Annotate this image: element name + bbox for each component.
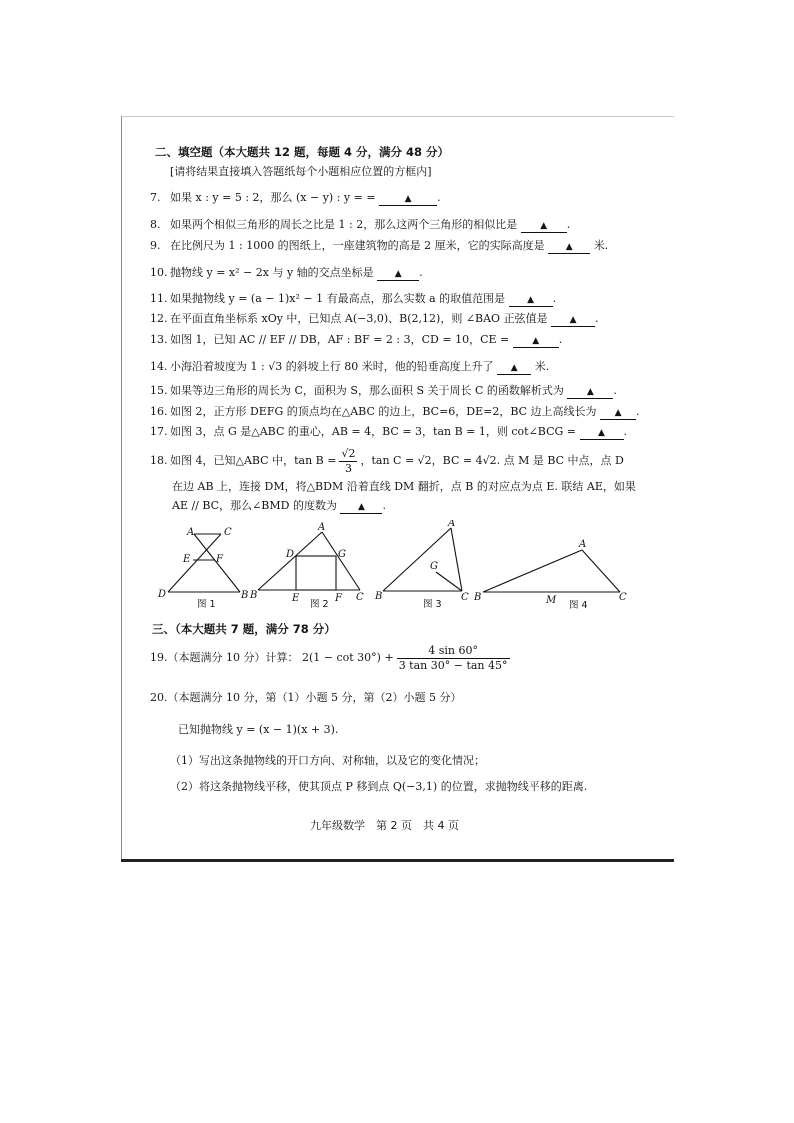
- fig3-label-B: B: [375, 591, 383, 602]
- fig1-label-C: C: [224, 527, 232, 538]
- question-15: 15. 如果等边三角形的周长为 C，面积为 S，那么面积 S 关于周长 C 的函数解析式为 ▲ .: [150, 384, 617, 397]
- fig1-label-B: B: [241, 590, 249, 601]
- section3-heading: 三、（本大题共 7 题，满分 78 分）: [152, 622, 336, 636]
- question-16: 16. 如图 2，正方形 DEFG 的顶点均在△ABC 的边上，BC=6，DE=2，BC 边上高线长为 ▲ .: [150, 405, 640, 418]
- bottom-rule: [121, 859, 674, 862]
- fig1-caption: 图 1: [197, 599, 216, 610]
- fig2-caption: 图 2: [310, 599, 329, 610]
- fig1-label-D: D: [158, 589, 167, 600]
- question-7: 7. 如果 x : y = 5 : 2，那么 (x − y) : y = = ▲ .: [150, 191, 441, 204]
- fig2-label-F: F: [335, 593, 342, 604]
- question-19: 19.（本题满分 10 分）计算： 2(1 − cot 30°) + $\frac{4 \sin 60^\circ}{3 \tan 30^\circ - \tan 45^\circ}$: [150, 643, 508, 672]
- q19-fraction: $\frac{4 \sin 60^\circ}{3 \tan 30^\circ - \tan 45^\circ}$: [398, 643, 508, 672]
- fig4-label-M: M: [546, 595, 557, 606]
- answer-blank: ▲: [509, 294, 553, 307]
- answer-blank: ▲: [567, 386, 613, 399]
- fig4-label-A: A: [579, 539, 587, 550]
- answer-blank: ▲: [340, 501, 382, 514]
- figure-1-drawing: [168, 534, 240, 592]
- question-14: 14. 小海沿着坡度为 1 : √3 的斜坡上行 80 米时，他的铅垂高度上升了 ▲ 米.: [150, 360, 550, 373]
- question-18: 18. 如图 4，已知△ABC 中，tan B = $\frac{√2}{3}$ ，tan C = √2，BC = 4√2. 点 M 是 BC 中点，点 D: [150, 446, 624, 475]
- question-20-label: 20.（本题满分 10 分，第（1）小题 5 分，第（2）小题 5 分）: [150, 691, 462, 704]
- fig1-label-E: E: [183, 554, 191, 565]
- fig2-label-D: D: [286, 549, 295, 560]
- fig3-label-G: G: [430, 561, 438, 572]
- figures-row: [150, 520, 640, 612]
- fig3-caption: 图 3: [423, 599, 442, 610]
- fig2-label-A: A: [318, 522, 326, 533]
- question-9: 9. 在比例尺为 1 : 1000 的图纸上，一座建筑物的高是 2 厘米，它的实际高度是 ▲ 米.: [150, 239, 609, 252]
- fig1-label-A: A: [187, 527, 195, 538]
- answer-blank: ▲: [377, 268, 419, 281]
- tanB-fraction: $\frac{√2}{3}$: [341, 446, 356, 475]
- page-footer: 九年级数学 第 2 页 共 4 页: [310, 819, 459, 832]
- answer-blank: ▲: [513, 335, 559, 348]
- question-12: 12. 在平面直角坐标系 xOy 中，已知点 A(−3,0)、B(2,12)，则 ∠BAO 正弦值是 ▲ .: [150, 312, 599, 325]
- fig2-label-B: B: [250, 590, 258, 601]
- fig4-label-B: B: [474, 592, 482, 603]
- section2-heading: 二、填空题（本大题共 12 题，每题 4 分，满分 48 分）: [155, 145, 450, 159]
- question-8: 8. 如果两个相似三角形的周长之比是 1 : 2，那么这两个三角形的相似比是 ▲ .: [150, 218, 571, 231]
- answer-blank: ▲: [521, 220, 567, 233]
- fig2-label-E: E: [292, 593, 300, 604]
- answer-blank: ▲: [580, 427, 624, 440]
- answer-blank: ▲: [497, 362, 531, 375]
- figure-4-drawing: [483, 550, 620, 592]
- question-20-part2: （2）将这条抛物线平移，使其顶点 P 移到点 Q(−3,1) 的位置，求抛物线平移的距离.: [170, 780, 588, 793]
- fig4-caption: 图 4: [569, 600, 588, 611]
- question-11: 11. 如果抛物线 y = (a − 1)x² − 1 有最高点，那么实数 a 的取值范围是 ▲ .: [150, 292, 557, 305]
- question-10: 10. 抛物线 y = x² − 2x 与 y 轴的交点坐标是 ▲ .: [150, 266, 423, 279]
- section2-instruction: [请将结果直接填入答题纸每个小题相应位置的方框内]: [170, 165, 432, 178]
- fig4-label-C: C: [619, 592, 627, 603]
- question-20-part1: （1）写出这条抛物线的开口方向、对称轴，以及它的变化情况；: [170, 754, 485, 767]
- fig3-label-C: C: [461, 592, 469, 603]
- fig1-label-F: F: [216, 554, 223, 565]
- question-18-line2: 在边 AB 上，连接 DM，将△BDM 沿着直线 DM 翻折，点 B 的对应点为点 E. 联结 AE，如果: [172, 480, 636, 493]
- answer-blank: ▲: [379, 193, 437, 206]
- fig3-label-A: A: [448, 520, 456, 529]
- question-13: 13. 如图 1，已知 AC // EF // DB，AF : BF = 2 : 3，CD = 10，CE = ▲ .: [150, 333, 563, 346]
- figure-3-drawing: [383, 528, 462, 591]
- question-18-line3: AE // BC，那么∠BMD 的度数为 ▲ .: [172, 499, 386, 512]
- question-20-given: 已知抛物线 y = (x − 1)(x + 3).: [178, 723, 339, 736]
- answer-blank: ▲: [551, 314, 595, 327]
- question-17: 17. 如图 3，点 G 是△ABC 的重心，AB = 4，BC = 3，tan B = 1，则 cot∠BCG = ▲ .: [150, 425, 627, 438]
- fig2-label-C: C: [356, 592, 364, 603]
- answer-blank: ▲: [600, 407, 636, 420]
- fig2-label-G: G: [338, 549, 346, 560]
- figure-2-drawing: [258, 532, 360, 590]
- answer-blank: ▲: [548, 241, 590, 254]
